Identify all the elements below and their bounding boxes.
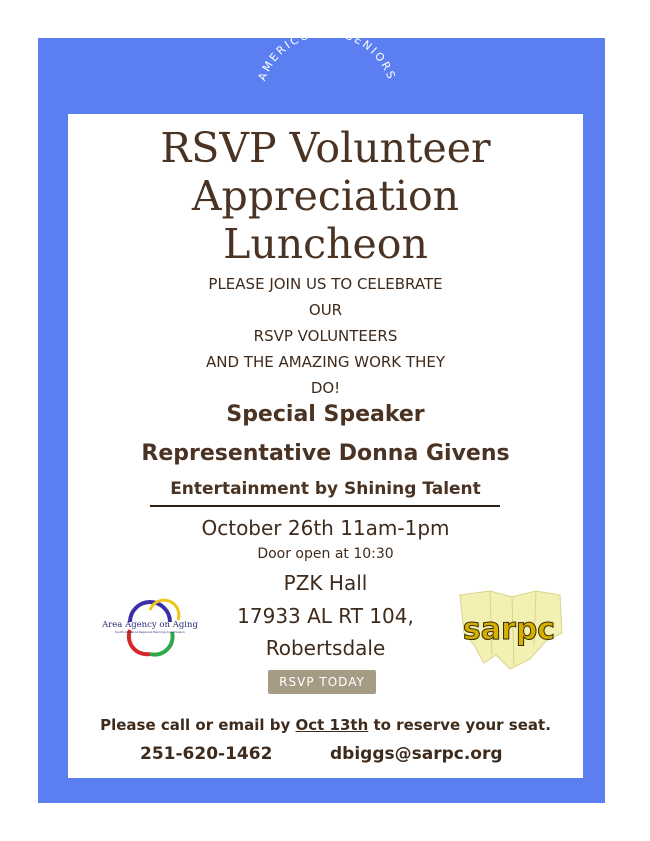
rsvp-today-button[interactable]: RSVP TODAY	[268, 670, 376, 694]
aaa-title: Area Agency on Aging	[102, 620, 198, 630]
title-line-2: Appreciation	[191, 172, 460, 220]
cta-suffix: to reserve your seat.	[368, 716, 551, 734]
venue-address: 17933 AL RT 104,	[237, 604, 414, 628]
sarpc-map-icon	[450, 585, 568, 673]
aaa-rings-icon	[100, 596, 200, 660]
divider	[150, 505, 500, 507]
date-time: October 26th 11am-1pm	[201, 516, 450, 540]
email-address[interactable]: dbiggs@sarpc.org	[330, 744, 503, 764]
intro-line-3: RSVP VOLUNTEERS	[253, 327, 398, 345]
svg-text:AMERICORPS SENIORS	[256, 26, 399, 83]
title-line-1: RSVP Volunteer	[160, 124, 491, 172]
special-speaker-heading: Special Speaker	[226, 402, 425, 427]
aaa-subtitle: South Alabama Regional Planning Commission	[115, 630, 185, 634]
area-agency-on-aging-logo	[100, 596, 200, 660]
sarpc-text: sarpc	[462, 612, 556, 647]
speaker-name: Representative Donna Givens	[141, 441, 510, 466]
intro-line-5: DO!	[310, 379, 341, 397]
arc-text: AMERICORPS SENIORS	[255, 25, 399, 83]
door-open: Door open at 10:30	[257, 546, 394, 562]
venue-city: Robertsdale	[265, 636, 386, 660]
title-line-3: Luncheon	[223, 220, 428, 268]
cta-prefix: Please call or email by	[100, 716, 296, 734]
invitation-text	[68, 271, 583, 401]
phone-number[interactable]: 251-620-1462	[140, 744, 273, 764]
cta-deadline: Oct 13th	[295, 716, 369, 734]
entertainment-line: Entertainment by Shining Talent	[170, 479, 481, 499]
intro-line-1: PLEASE JOIN US TO CELEBRATE	[208, 275, 443, 293]
reserve-instructions	[68, 716, 583, 734]
intro-line-4: AND THE AMAZING WORK THEY	[205, 353, 445, 371]
venue-name: PZK Hall	[283, 571, 368, 595]
sarpc-logo	[450, 585, 568, 673]
event-title	[68, 124, 583, 268]
intro-line-2: OUR	[308, 301, 343, 319]
